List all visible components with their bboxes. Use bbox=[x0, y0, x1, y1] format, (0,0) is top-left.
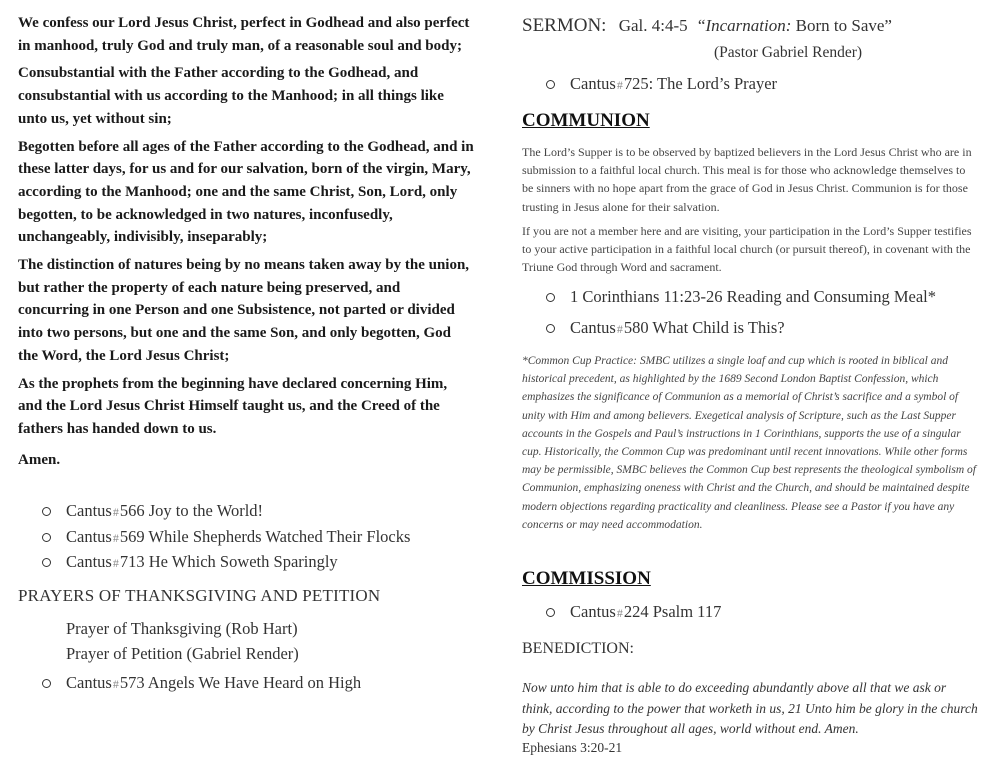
circle-bullet-icon bbox=[546, 608, 555, 617]
hash-mark: # bbox=[112, 677, 119, 691]
list-item bbox=[522, 600, 980, 626]
benediction-heading: BENEDICTION: bbox=[522, 640, 634, 657]
hymn-title: 566 Joy to the World! bbox=[119, 501, 264, 520]
hymn-prefix: Cantus bbox=[570, 317, 616, 337]
sermon-open-quote: “ bbox=[697, 16, 706, 35]
prayer-petition: Prayer of Petition (Gabriel Render) bbox=[66, 644, 299, 663]
circle-bullet-icon bbox=[546, 293, 555, 302]
benediction-text: Now unto him that is able to do exceeding abundantly above all that we ask or think, according to the power that worketh in us, 21 Unto him be glory in the church by Christ Jesus throughout all ages, world without end. Amen. bbox=[522, 680, 978, 737]
circle-bullet-icon bbox=[42, 507, 51, 516]
list-item bbox=[522, 285, 980, 310]
circle-bullet-icon bbox=[546, 324, 555, 333]
list-item bbox=[522, 72, 980, 98]
circle-bullet-icon bbox=[42, 679, 51, 688]
commission-heading: COMMISSION bbox=[522, 568, 651, 589]
hash-mark: # bbox=[112, 530, 119, 545]
prayers-heading: PRAYERS OF THANKSGIVING AND PETITION bbox=[18, 586, 381, 605]
common-cup-text: SMBC utilizes a single loaf and cup which is rooted in biblical and historical precedent, as highlighted by the 1689 Second London Baptist Confession, which emphasizes the significance of Communion as a memorial of Christ’s sacrifice and a symbol of unity with Him and among believers. Exegetical analysis of Scripture, such as the Last Supper accounts in the Gospels and Paul’s instructions in 1 Corinthians, supports the use of a singular cup. Historically, the Common Cup was predominant until recent innovations. While other forms may be permissible, SMBC believes the Common Cup best represents the theological symbolism of Communion, emphasizing oneness with Christ and the Church, and should be maintained despite modern objections regarding practicality and cleanliness. Please see a Pastor if you have any concerns or may need accommodation. bbox=[522, 355, 976, 531]
hymn-prefix: Cantus bbox=[570, 74, 616, 93]
hymn-prefix: Cantus bbox=[570, 602, 616, 621]
hash-mark: # bbox=[616, 78, 623, 92]
sermon-preacher: (Pastor Gabriel Render) bbox=[714, 44, 863, 61]
list-item bbox=[18, 550, 474, 576]
creed bbox=[18, 12, 474, 476]
list-item bbox=[18, 671, 474, 697]
list-item bbox=[522, 316, 980, 342]
hash-mark: # bbox=[112, 556, 119, 571]
hash-mark: # bbox=[112, 505, 119, 519]
hash-mark: # bbox=[616, 606, 623, 620]
creed-amen: Amen. bbox=[18, 451, 61, 468]
hymn-prefix: Cantus bbox=[66, 501, 112, 520]
creed-paragraph-1: We confess our Lord Jesus Christ, perfect in Godhead and also perfect in manhood, truly God and truly man, of a reasonable soul and body; bbox=[18, 15, 470, 54]
communion-list bbox=[522, 285, 980, 341]
hymn-prefix: Cantus bbox=[66, 552, 112, 572]
hymn-title: 580 What Child is This? bbox=[623, 317, 785, 337]
commission-list bbox=[522, 600, 980, 626]
hymn-title: 573 Angels We Have Heard on High bbox=[119, 673, 362, 692]
hymn-title: 569 While Shepherds Watched Their Flocks bbox=[119, 526, 411, 546]
hash-mark: # bbox=[616, 321, 623, 336]
hymn-title: 713 He Which Soweth Sparingly bbox=[119, 552, 338, 572]
common-cup-label: *Common Cup Practice: bbox=[522, 355, 637, 367]
circle-bullet-icon bbox=[42, 533, 51, 542]
creed-paragraph-3: Begotten before all ages of the Father according to the Godhead, and in these latter days, for us and for our salvation, born of the virgin, Mary, according to the Manhood; one and the same Christ, Son, Lord, only begotten, to be acknowledged in two natures, inconfusedly, unchangeably, indivisibly, inseparably; bbox=[18, 138, 474, 246]
hymn-title: 224 Psalm 117 bbox=[623, 602, 722, 621]
sermon-line bbox=[522, 15, 892, 37]
sermon-title: Born to Save” bbox=[791, 16, 892, 35]
communion-paragraph-2: If you are not a member here and are visiting, your participation in the Lord’s Supper testifies to your active participation in a faithful local church (or pursuit thereof), in covenant with the Triune God through Word and sacrament. bbox=[522, 224, 972, 275]
hymn-title: 725: The Lord’s Prayer bbox=[623, 74, 778, 93]
hymn-after-sermon bbox=[522, 72, 980, 98]
common-cup-note bbox=[522, 352, 980, 534]
benediction-reference: Ephesians 3:20-21 bbox=[522, 740, 623, 755]
communion-heading: COMMUNION bbox=[522, 110, 650, 131]
hymn-list-left bbox=[18, 499, 474, 576]
sermon-passage: Gal. 4:4-5 bbox=[618, 16, 688, 35]
hymn-prefix: Cantus bbox=[66, 673, 112, 692]
creed-paragraph-4: The distinction of natures being by no means taken away by the union, but rather the property of each nature being preserved, and concurring in one Person and one Subsistence, not parted or divided into two persons, but one and the same Son, and only begotten, God the Word, the Lord Jesus Christ; bbox=[18, 257, 470, 364]
circle-bullet-icon bbox=[546, 80, 555, 89]
creed-paragraph-5: As the prophets from the beginning have declared concerning Him, and the Lord Jesus Christ Himself taught us, and the Creed of the fathers has handed down to us. bbox=[18, 375, 448, 437]
list-item bbox=[18, 499, 474, 525]
communion-paragraph-1: The Lord’s Supper is to be observed by baptized believers in the Lord Jesus Christ who are in submission to a faithful local church. This meal is for those who acknowledge themselves to be sinners with no hope apart from the grace of God in Jesus Christ. Communion is for those trusting in Jesus alone for their salvation. bbox=[522, 145, 972, 214]
list-item bbox=[18, 525, 474, 551]
prayer-thanksgiving: Prayer of Thanksgiving (Rob Hart) bbox=[66, 619, 298, 638]
reading-title: 1 Corinthians 11:23-26 Reading and Consuming Meal* bbox=[570, 287, 937, 306]
circle-bullet-icon bbox=[42, 558, 51, 567]
creed-paragraph-2: Consubstantial with the Father according to the Godhead, and consubstantial with us according to the Manhood; in all things like unto us, yet without sin; bbox=[18, 65, 444, 127]
sermon-label: SERMON: bbox=[522, 15, 607, 36]
hymn-after-prayers bbox=[18, 671, 474, 697]
sermon-title-italic: Incarnation: bbox=[705, 16, 792, 35]
hymn-prefix: Cantus bbox=[66, 526, 112, 546]
